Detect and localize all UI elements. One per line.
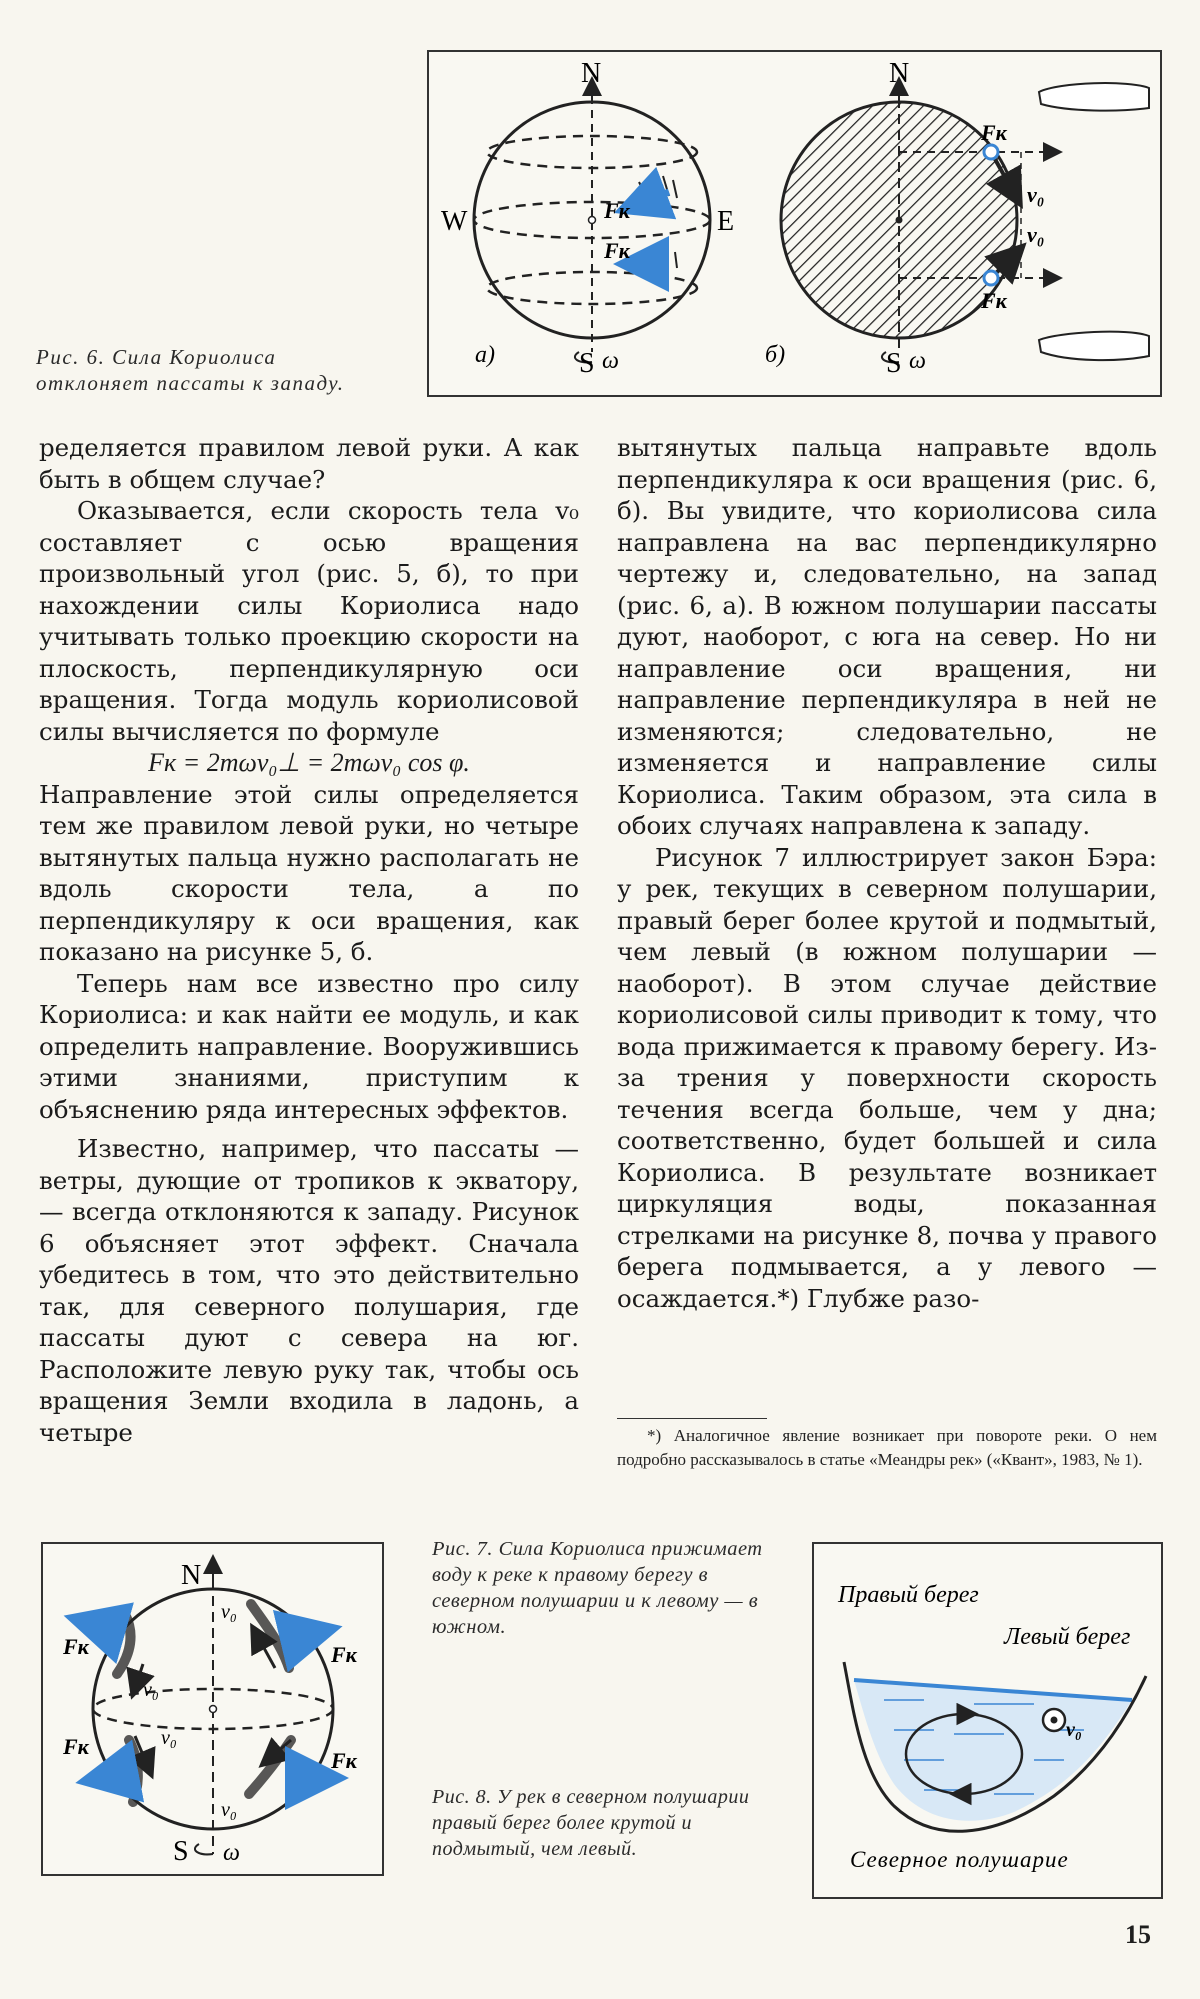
label-hemisphere: Северное полушарие <box>850 1847 1069 1872</box>
figure-6-drawing <box>429 52 1160 395</box>
label-fk-b2: Fк <box>981 288 1007 313</box>
figure-7-drawing <box>43 1544 382 1874</box>
figure-8 <box>812 1542 1163 1899</box>
figure-7 <box>41 1542 384 1876</box>
label-v0-7-4: v₀ <box>221 1799 237 1821</box>
footnote: *) Аналогичное явление возникает при повороте реки. О нем подробно рассказывалось в статье «Меандры рек» («Квант», 1983, № 1). <box>617 1426 1157 1469</box>
label-fk-7-1: Fк <box>63 1634 89 1659</box>
right-paragraph-1: вытянутых пальца направьте вдоль перпендикуляра к оси вращения (рис. 6, б). Вы увидите, что кориолисова сила направлена на вас перпендикулярно чертежу и, следовательно, на запад (рис. 6, а). В южном полушарии пассаты дуют, наоборот, с юга на север. Но ни направление оси вращения, ни направление перпендикуляра в ней не изменяются; следовательно, не изменяется и направление силы Кориолиса. Таким образом, эта сила в обоих случаях направлена к западу. <box>617 433 1157 840</box>
fk-arrow-7-2 <box>285 1630 327 1640</box>
fk-arrow-7-3 <box>91 1772 133 1780</box>
label-north-7: N <box>181 1560 202 1591</box>
label-fk-a1: Fк <box>604 198 630 223</box>
label-south-7: S <box>173 1836 189 1867</box>
hand-top-icon <box>1039 83 1149 111</box>
label-west: W <box>441 206 468 237</box>
label-fk-b1: Fк <box>981 120 1007 145</box>
left-paragraph-1: ределяется правилом левой руки. А как быть в общем случае? <box>39 433 579 494</box>
coriolis-arrow-north <box>627 192 669 208</box>
right-column <box>617 432 1157 1314</box>
label-fk-7-3: Fк <box>63 1734 89 1759</box>
left-paragraph-5: Известно, например, что пассаты — ветры, дующие от тропиков к экватору, — всегда отклоняются к западу. Рисунок 6 объясняет этот эффект. Сначала убедитесь в том, что это действительно так, для северного полушария, где пассаты дуют с севера на юг. Расположите левую руку так, чтобы ось вращения Земли входила в ладонь, а четыре <box>39 1134 579 1447</box>
label-omega-7: ω <box>223 1840 240 1866</box>
label-v0-7-1: v₀ <box>221 1601 237 1623</box>
label-v0-7-2: v₀ <box>143 1679 159 1701</box>
label-east: E <box>717 206 735 237</box>
fk-arrow-7-1 <box>79 1620 121 1632</box>
left-paragraph-4: Теперь нам все известно про силу Кориолиса: и как найти ее модуль, и как определить направление. Вооружившись этими знаниями, приступим к объяснению ряда интересных эффектов. <box>39 968 579 1124</box>
figure-6-caption: Рис. 6. Сила Кориолиса отклоняет пассаты к западу. <box>36 345 345 395</box>
left-column <box>39 432 579 1448</box>
formula: Fк = 2mωv₀⊥ = 2mωv₀ cos φ. <box>148 748 470 777</box>
label-v0-b1: v₀ <box>1027 182 1045 207</box>
footnote-rule <box>617 1418 767 1419</box>
label-south-a: S <box>579 348 595 379</box>
figure-8-caption: Рис. 8. У рек в северном полушарии правый берег более крутой и подмытый, чем левый. <box>432 1786 750 1860</box>
label-v0-8: v₀ <box>1066 1719 1082 1741</box>
label-omega-a: ω <box>602 348 619 374</box>
left-paragraph-3: Направление этой силы определяется тем же правилом левой руки, но четыре вытянутых пальца нужно располагать не вдоль скорости тела, а по перпендикуляру к оси вращения, как показано на рисунке 5, б. <box>39 779 579 966</box>
figure-7-caption: Рис. 7. Сила Кориолиса прижимает воду к реке к правому берегу в северном полушарии и к левому — в южном. <box>432 1538 763 1638</box>
right-paragraph-2: Рисунок 7 иллюстрирует закон Бэра: у рек, текущих в северном полушарии, правый берег более крутой и подмытый, чем левый (в южном полушарии — наоборот). В этом случае действие кориолисовой силы приводит к тому, что вода прижимается к правому берегу. Из-за трения у поверхности скорость течения всегда больше, чем у дна; соответственно, будет большей и сила Кориолиса. В результате возникает циркуляция воды, показанная стрелками на рисунке 8, почва у правого берега подмывается, а у левого — осаждается.*) Глубже разо- <box>617 842 1157 1313</box>
label-panel-b: б) <box>765 342 786 368</box>
label-panel-a: а) <box>475 342 495 368</box>
label-north-b: N <box>889 58 910 89</box>
label-fk-7-4: Fк <box>331 1748 357 1773</box>
left-paragraph-2: Оказывается, если скорость тела v₀ составляет с осью вращения произвольный угол (рис. 5, б), то при нахождении силы Кориолиса надо учитывать только проекцию скорости на плоскость, перпендикулярную оси вращения. Тогда модуль кориолисовой силы вычисляется по формуле <box>39 496 579 746</box>
hand-bottom-icon <box>1039 332 1149 360</box>
figure-6 <box>427 50 1162 397</box>
page-number: 15 <box>1125 1920 1151 1949</box>
label-v0-b2: v₀ <box>1027 222 1045 247</box>
label-left-bank: Левый берег <box>1004 1624 1131 1650</box>
label-north-a: N <box>581 58 602 89</box>
label-right-bank: Правый берег <box>838 1582 979 1608</box>
label-south-b: S <box>886 348 902 379</box>
label-omega-b: ω <box>909 348 926 374</box>
label-fk-a2: Fк <box>604 238 630 263</box>
figure-8-drawing <box>814 1544 1161 1897</box>
label-v0-7-3: v₀ <box>161 1727 177 1749</box>
label-fk-7-2: Fк <box>331 1642 357 1667</box>
